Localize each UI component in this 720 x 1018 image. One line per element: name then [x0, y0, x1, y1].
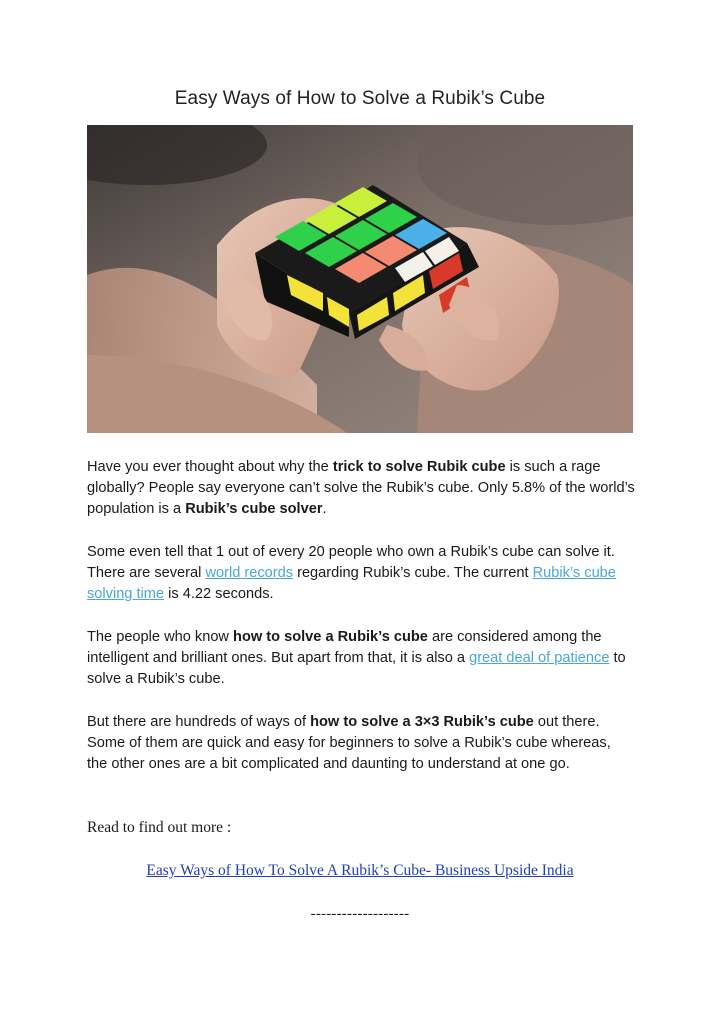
p4-text-2: out there. Some of them are quick and easy for beginners to solve a Rubik’s cube whereas, the other ones are a bit complicated and daunting to understand at one go. [87, 714, 611, 772]
patience-link[interactable]: great deal of patience [469, 650, 610, 666]
p3-text-1: The people who know [87, 629, 234, 645]
rubiks-cube-photo [87, 125, 633, 433]
p3-bold-1: how to solve a Rubik’s cube [233, 629, 428, 645]
p1-text-3: . [322, 501, 327, 517]
document-title: Easy Ways of How to Solve a Rubik’s Cube [174, 88, 546, 109]
world-records-link[interactable]: world records [205, 565, 294, 581]
p1-bold-2: Rubik’s cube solver [185, 501, 323, 517]
paragraph-4 [87, 712, 635, 775]
paragraph-2 [87, 542, 635, 605]
solving-time-link[interactable]: Rubik’s cube solving time [87, 565, 616, 602]
p4-text-1: But there are hundreds of ways of [87, 714, 311, 730]
p1-bold-1: trick to solve Rubik cube [332, 459, 506, 475]
p3-text-3: to solve a Rubik’s cube. [87, 650, 626, 687]
p2-text-2: regarding Rubik’s cube. The current [293, 565, 533, 581]
p2-text-1: Some even tell that 1 out of every 20 people who own a Rubik’s cube can solve it. There are several [87, 544, 615, 581]
read-more-text: Read to find out more : [87, 819, 232, 836]
p4-bold-1: how to solve a 3×3 Rubik’s cube [310, 714, 534, 730]
separator: ------------------- [310, 906, 410, 922]
source-article-link[interactable]: Easy Ways of How To Solve A Rubik’s Cube- Business Upside India [146, 862, 574, 879]
p1-text-1: Have you ever thought about why the [87, 459, 333, 475]
source-link-container [0, 862, 720, 880]
paragraph-1 [87, 457, 635, 520]
paragraph-3 [87, 627, 635, 690]
p1-text-2: is such a rage globally? People say everyone can’t solve the Rubik’s cube. Only 5.8% of the world’s population is a [87, 459, 635, 517]
p3-text-2: are considered among the intelligent and brilliant ones. But apart from that, it is also a [87, 629, 602, 666]
p2-text-3: is 4.22 seconds. [164, 586, 274, 602]
